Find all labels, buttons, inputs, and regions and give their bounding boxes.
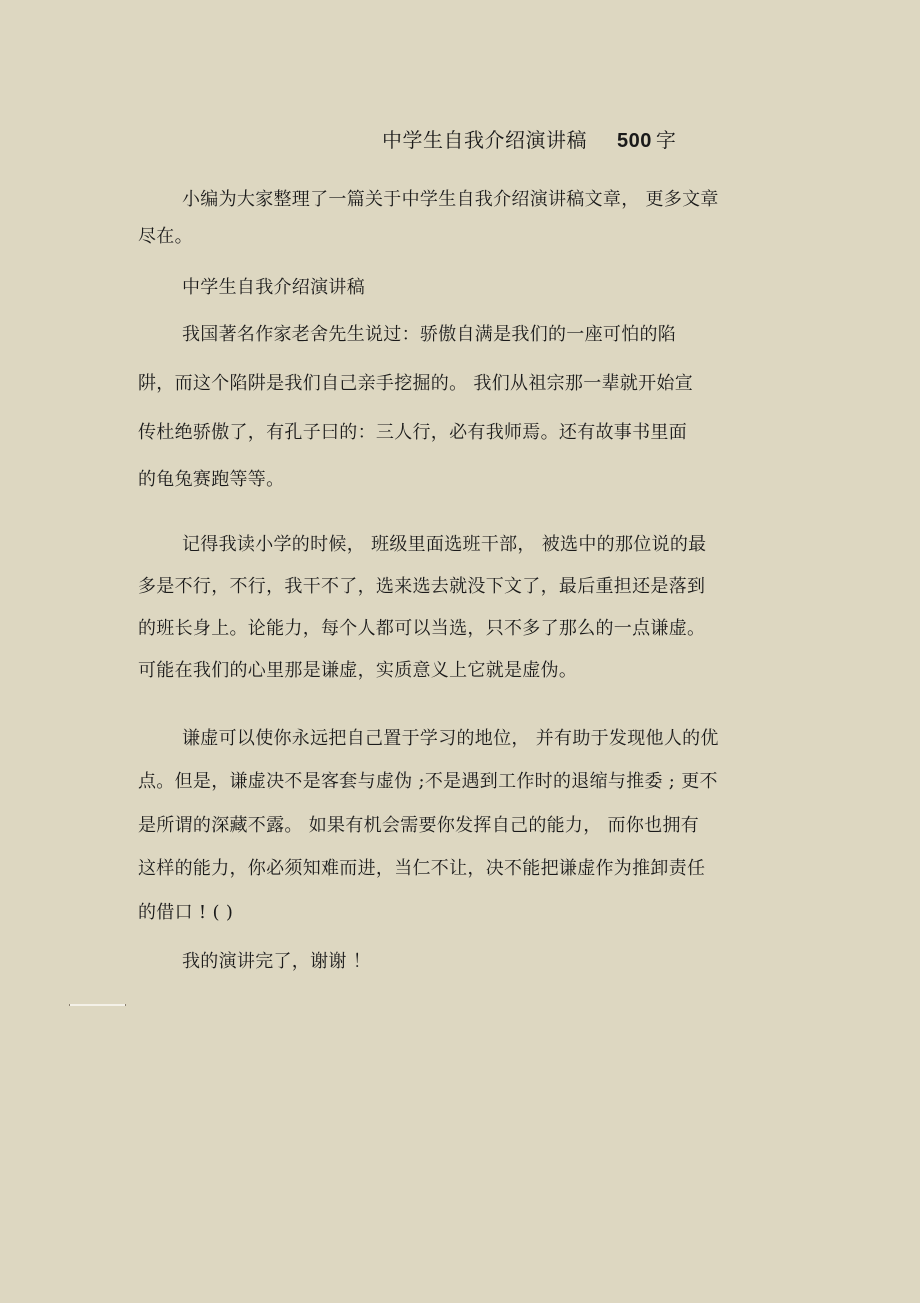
footnote-divider bbox=[69, 1004, 126, 1006]
paragraph-3-line-4: 这样的能力，你必须知难而进，当仁不让，决不能把谦虚作为推卸责任 bbox=[138, 858, 706, 879]
paragraph-3-line-5: 的借口 ! ( ) bbox=[138, 902, 234, 923]
intro-line-2: 尽在。 bbox=[138, 226, 193, 247]
paragraph-3-line-2: 点。但是，谦虚决不是客套与虚伪 ;不是遇到工作时的退缩与推委 ; 更不 bbox=[138, 771, 718, 792]
document-title bbox=[382, 124, 676, 153]
subheading: 中学生自我介绍演讲稿 bbox=[182, 277, 365, 298]
closing-line: 我的演讲完了，谢谢 ！ bbox=[182, 951, 372, 972]
paragraph-1-line-2: 阱，而这个陷阱是我们自己亲手挖掘的。 我们从祖宗那一辈就开始宣 bbox=[138, 373, 694, 394]
paragraph-2-line-1: 记得我读小学的时候， 班级里面选班干部， 被选中的那位说的最 bbox=[182, 534, 707, 555]
title-unit: 字 bbox=[655, 128, 677, 152]
intro-line-1: 小编为大家整理了一篇关于中学生自我介绍演讲稿文章， 更多文章 bbox=[182, 189, 719, 210]
paragraph-1-line-4: 的龟兔赛跑等等。 bbox=[138, 469, 285, 490]
paragraph-1-line-3: 传杜绝骄傲了，有孔子曰的：三人行，必有我师焉。还有故事书里面 bbox=[138, 422, 687, 443]
title-text: 中学生自我介绍演讲稿 bbox=[382, 128, 587, 152]
paragraph-3-line-3: 是所谓的深藏不露。 如果有机会需要你发挥自己的能力， 而你也拥有 bbox=[138, 815, 700, 836]
title-word-count: 500 bbox=[617, 130, 652, 152]
paragraph-2-line-3: 的班长身上。论能力，每个人都可以当选，只不多了那么的一点谦虚。 bbox=[138, 618, 706, 639]
paragraph-3-line-1: 谦虚可以使你永远把自己置于学习的地位， 并有助于发现他人的优 bbox=[182, 728, 719, 749]
paragraph-1-line-1: 我国著名作家老舍先生说过：骄傲自满是我们的一座可怕的陷 bbox=[182, 324, 677, 345]
paragraph-2-line-4: 可能在我们的心里那是谦虚，实质意义上它就是虚伪。 bbox=[138, 660, 578, 681]
paragraph-2-line-2: 多是不行，不行，我干不了，选来选去就没下文了，最后重担还是落到 bbox=[138, 576, 706, 597]
